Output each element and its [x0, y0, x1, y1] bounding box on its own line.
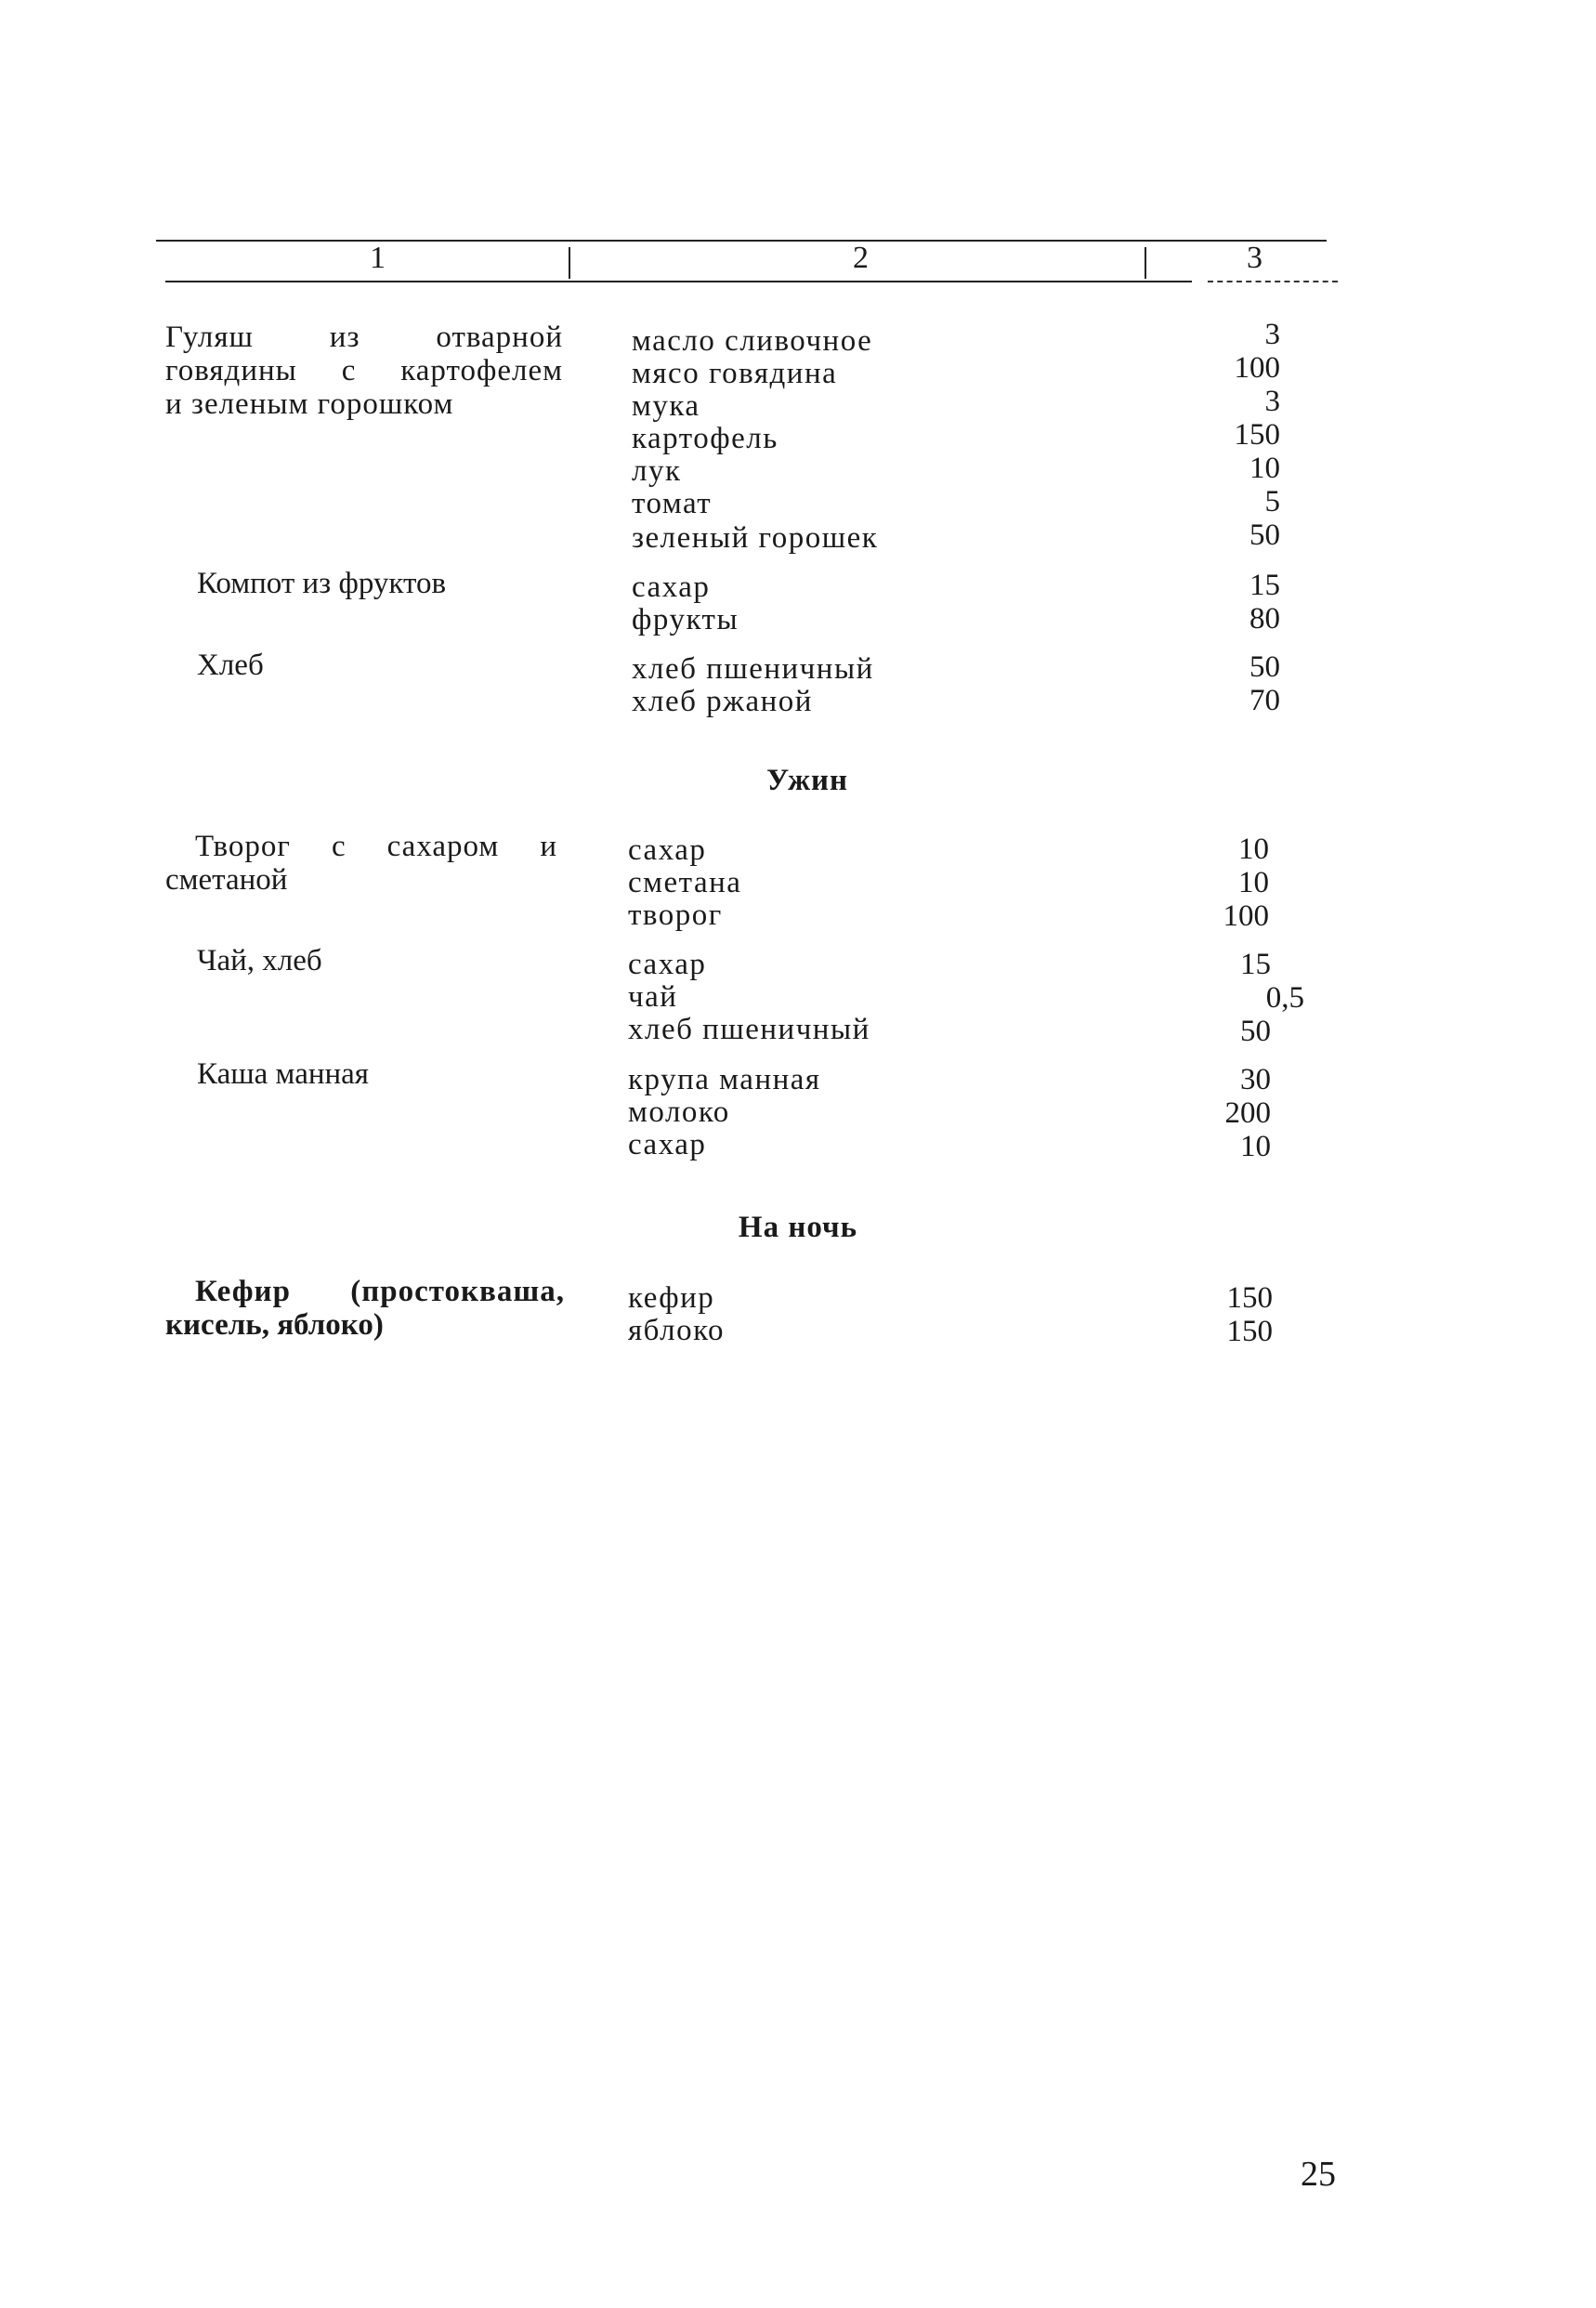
ingredient-qty: 0,5	[1265, 981, 1304, 1015]
ingredient-name: молоко	[628, 1095, 730, 1129]
dish-line: Хлеб	[197, 649, 264, 682]
ingredient-qty: 200	[1224, 1096, 1271, 1130]
page-number: 25	[1301, 2155, 1336, 2194]
ingredient-qty: 3	[1264, 385, 1280, 418]
dish-name-continued	[165, 863, 563, 897]
ingredient-qty: 150	[1234, 418, 1280, 452]
ingredient-name: чай	[628, 980, 678, 1014]
header-top-rule	[156, 240, 1327, 242]
ingredient-qty: 150	[1226, 1281, 1273, 1315]
dish-name	[195, 830, 557, 863]
ingredient-name: лук	[632, 454, 682, 488]
ingredient-qty: 150	[1226, 1315, 1273, 1348]
dish-name	[165, 321, 563, 421]
dish-line: Гуляш из отварной	[165, 321, 563, 354]
ingredient-qty: 50	[1249, 650, 1280, 684]
dish-name	[197, 944, 595, 977]
header-divider-1	[569, 247, 570, 279]
dish-line: Творог с сахаром и	[195, 830, 557, 863]
dish-line: Каша манная	[197, 1057, 369, 1091]
dish-line: Кефир (простокваша,	[195, 1275, 565, 1308]
ingredient-name: сахар	[628, 1128, 707, 1161]
section-heading-dinner: Ужин	[765, 764, 849, 797]
ingredient-name: зеленый горошек	[632, 521, 879, 555]
ingredient-qty: 15	[1240, 948, 1271, 981]
ingredient-qty: 50	[1240, 1015, 1271, 1048]
dish-line: и зеленым горошком	[165, 387, 454, 421]
section-heading-night: На ночь	[738, 1211, 858, 1244]
ingredient-qty: 15	[1249, 569, 1280, 602]
ingredient-name: сметана	[628, 866, 742, 899]
dish-name	[197, 649, 595, 682]
ingredient-name: хлеб пшеничный	[632, 652, 874, 686]
ingredient-qty: 3	[1264, 318, 1280, 351]
ingredient-qty: 70	[1249, 684, 1280, 717]
column-number-2: 2	[853, 241, 869, 275]
dish-line: сметаной	[165, 863, 288, 897]
dish-name	[197, 1057, 595, 1091]
dish-name	[195, 1275, 565, 1308]
dish-line: Чай, хлеб	[197, 944, 322, 977]
ingredient-name: сахар	[628, 948, 707, 981]
ingredient-name: томат	[632, 487, 713, 520]
ingredient-name: сахар	[632, 570, 711, 604]
ingredient-qty: 5	[1264, 485, 1280, 518]
header-dashed-rule	[1208, 281, 1338, 282]
ingredient-name: хлеб ржаной	[632, 685, 813, 718]
header-bottom-rule	[165, 281, 1192, 282]
ingredient-name: творог	[628, 898, 723, 932]
ingredient-name: фрукты	[632, 603, 739, 636]
ingredient-name: картофель	[632, 422, 778, 455]
column-number-3: 3	[1247, 241, 1262, 275]
ingredient-qty: 50	[1249, 518, 1280, 552]
dish-line: говядины с картофелем	[165, 354, 563, 387]
ingredient-qty: 10	[1240, 1130, 1271, 1163]
ingredient-name: сахар	[628, 833, 707, 867]
ingredient-name: яблоко	[628, 1314, 725, 1347]
ingredient-qty: 100	[1223, 899, 1269, 933]
ingredient-qty: 80	[1249, 602, 1280, 636]
ingredient-name: хлеб пшеничный	[628, 1013, 870, 1046]
header-divider-2	[1145, 247, 1146, 279]
ingredient-name: мука	[632, 389, 700, 423]
dish-name-continued	[165, 1308, 563, 1342]
ingredient-qty: 100	[1234, 351, 1280, 385]
dish-name	[197, 567, 595, 600]
ingredient-qty: 10	[1249, 452, 1280, 485]
dish-line: кисель, яблоко)	[165, 1308, 384, 1342]
ingredient-name: мясо говядина	[632, 357, 838, 390]
ingredient-qty: 30	[1240, 1063, 1271, 1096]
dish-line: Компот из фруктов	[197, 567, 447, 600]
ingredient-name: кефир	[628, 1281, 715, 1315]
ingredient-qty: 10	[1238, 833, 1269, 866]
ingredient-name: крупа манная	[628, 1063, 821, 1096]
ingredient-name: масло сливочное	[632, 324, 873, 358]
ingredient-qty: 10	[1238, 866, 1269, 899]
column-number-1: 1	[370, 241, 386, 275]
